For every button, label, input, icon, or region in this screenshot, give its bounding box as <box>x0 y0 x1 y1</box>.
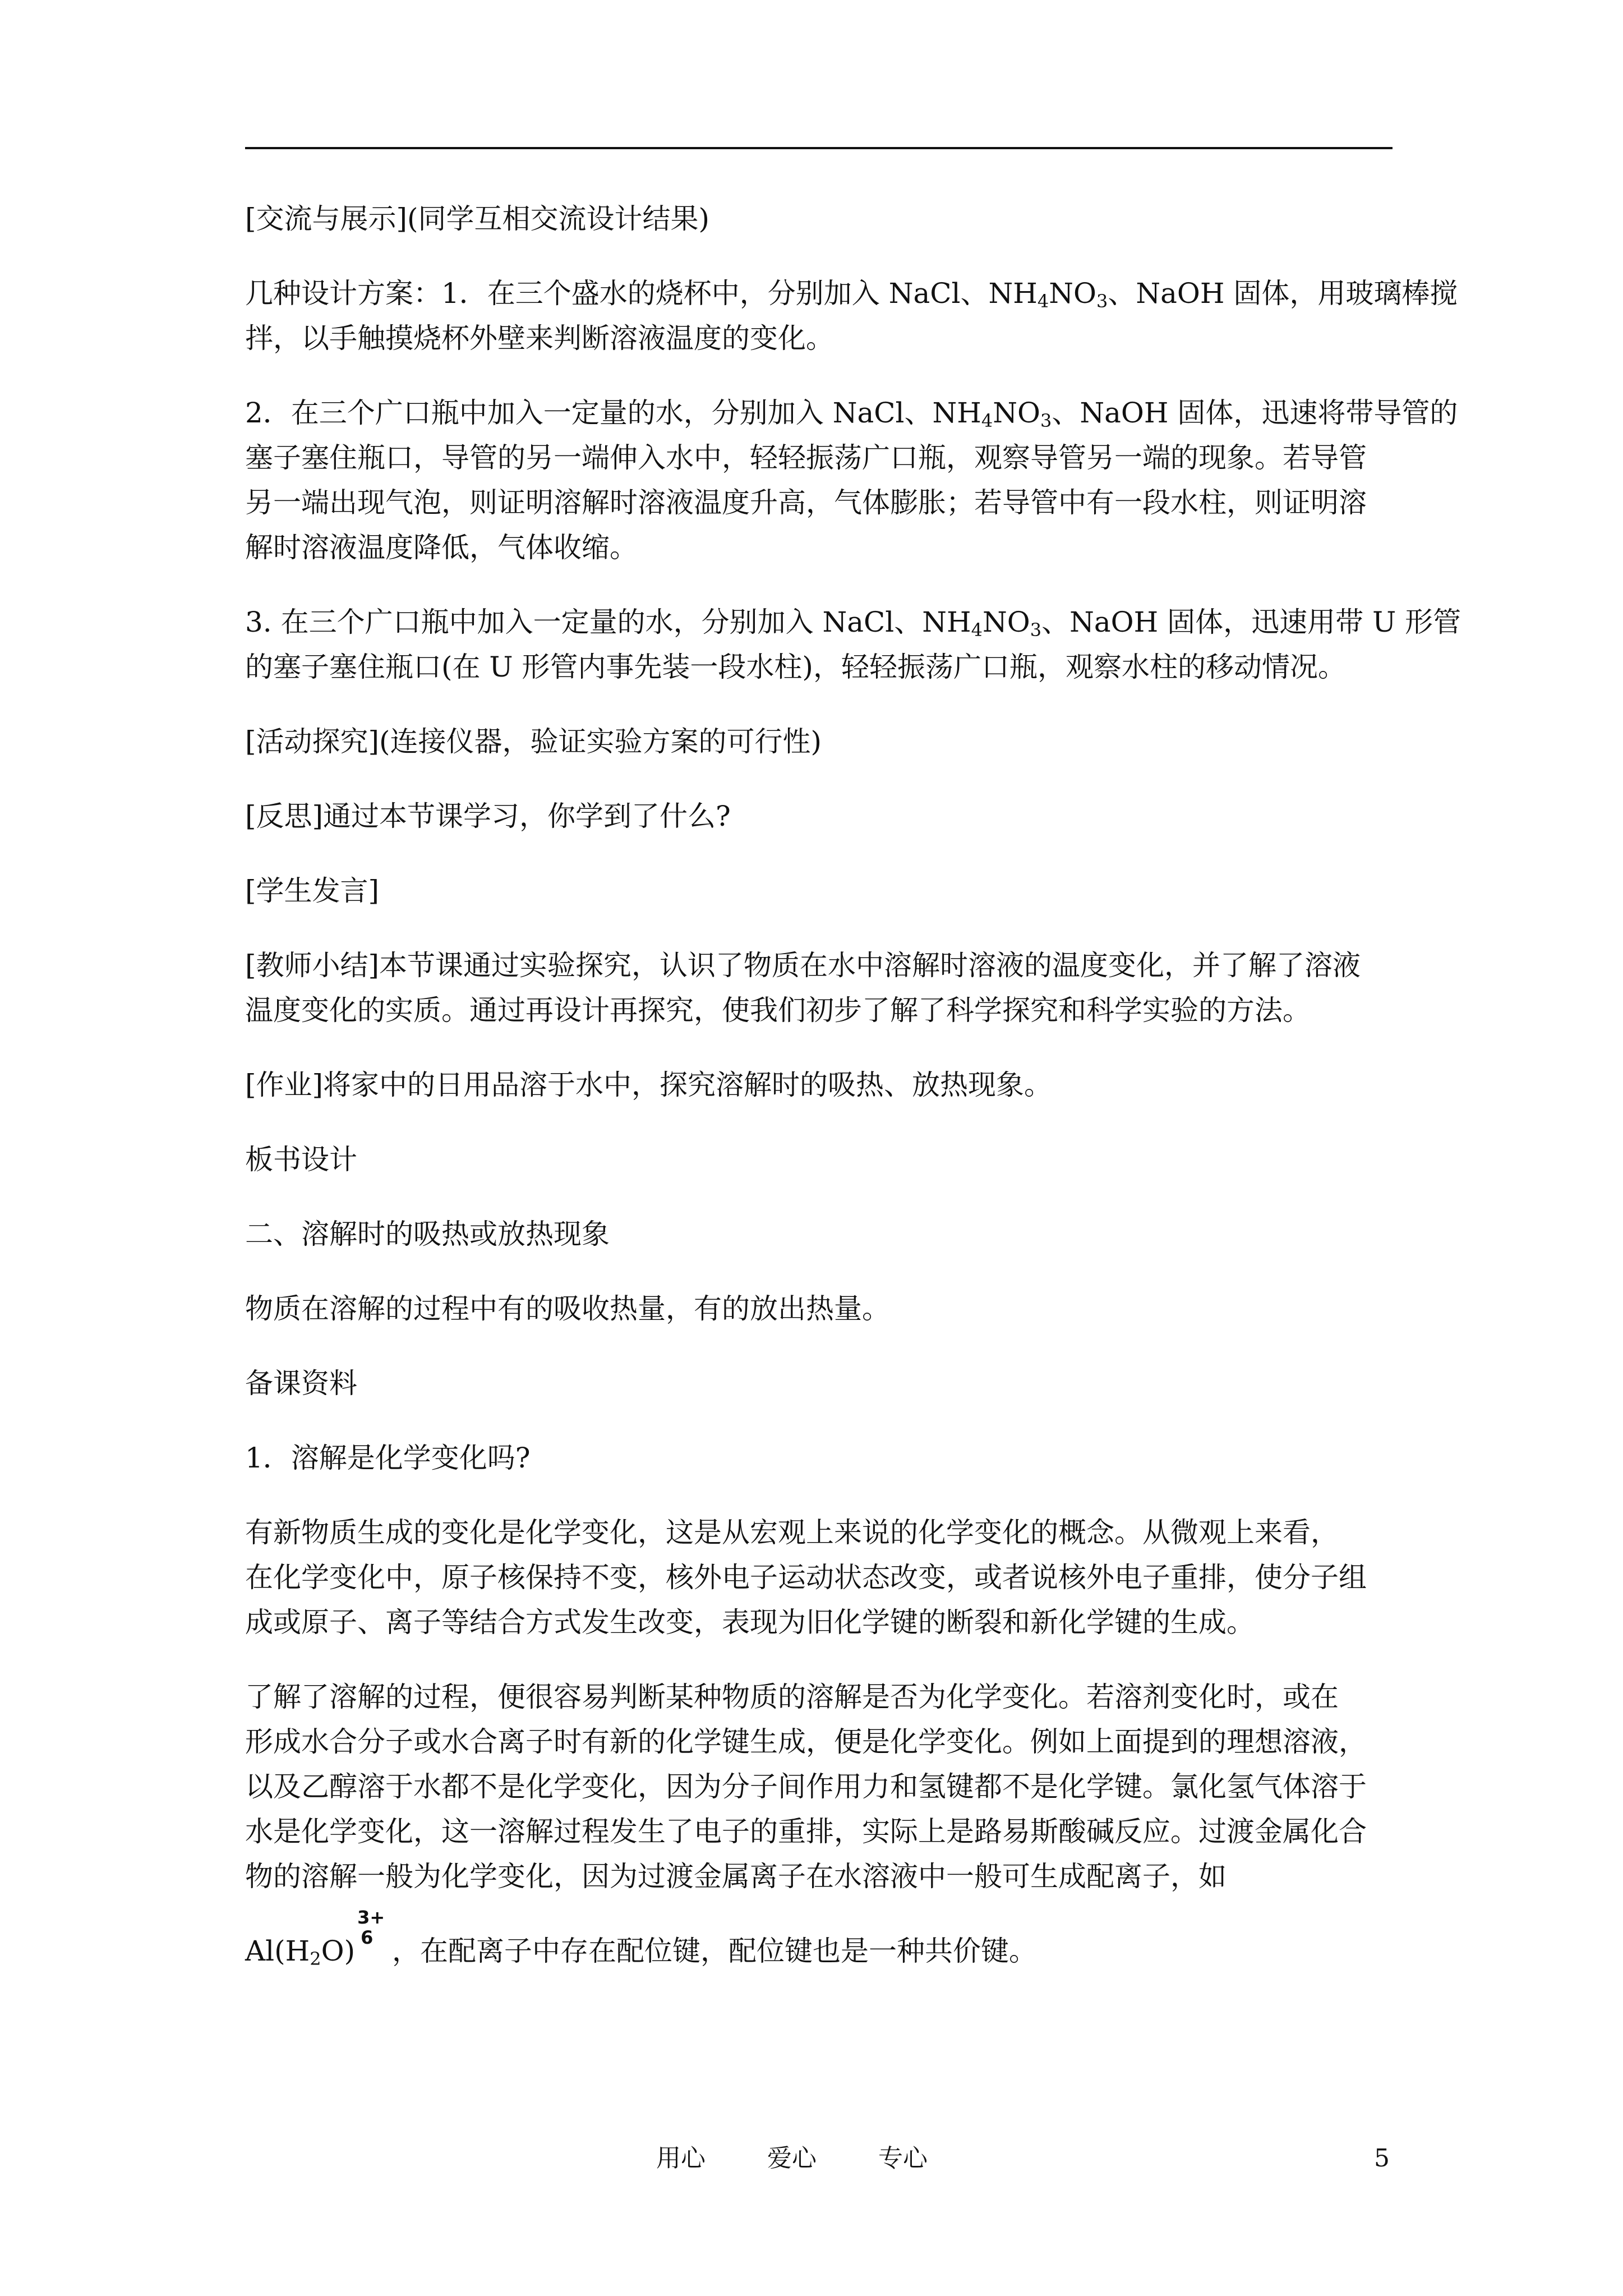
text-line: [交流与展示](同学互相交流设计结果) <box>245 203 710 235</box>
text-line: 在化学变化中，原子核保持不变，核外电子运动状态改变，或者说核外电子重排，使分子组 <box>245 1561 1367 1594</box>
text-line: 另一端出现气泡，则证明溶解时溶液温度升高，气体膨胀；若导管中有一段水柱，则证明溶 <box>245 486 1367 519</box>
heading-section-two <box>245 1212 1393 1257</box>
text-line: 水是化学变化，这一溶解过程发生了电子的重排，实际上是路易斯酸碱反应。过渡金属化合 <box>245 1815 1367 1848</box>
text-line: [反思]通过本节课学习，你学到了什么? <box>245 800 731 832</box>
subscript: 3 <box>1030 619 1042 641</box>
subscript: 2 <box>310 1948 321 1970</box>
text-line: 备课资料 <box>245 1367 357 1400</box>
footer-motto-3: 专心 <box>878 2144 928 2173</box>
text-fragment: NO <box>983 606 1030 638</box>
subscript: 3 <box>1040 410 1052 431</box>
text-fragment: 2．在三个广口瓶中加入一定量的水，分别加入 NaCl、NH <box>245 397 981 429</box>
text-line: 温度变化的实质。通过再设计再探究，使我们初步了解了科学探究和科学实验的方法。 <box>245 994 1311 1027</box>
paragraph-activity-inquiry <box>245 719 1393 764</box>
subscript: 4 <box>1037 291 1049 312</box>
paragraph-teacher-summary <box>245 943 1393 1033</box>
text-line: 了解了溶解的过程，便很容易判断某种物质的溶解是否为化学变化。若溶剂变化时，或在 <box>245 1681 1339 1713</box>
text-line <box>245 271 1458 316</box>
subscript: 4 <box>981 410 993 431</box>
text-fragment: NO <box>993 397 1040 429</box>
paragraph-complex-ion <box>245 1907 1393 1973</box>
paragraph-heat-statement <box>245 1286 1393 1331</box>
charge-superscript: 3+ <box>357 1907 385 1928</box>
heading-question-1 <box>245 1435 1393 1480</box>
text-line: 拌，以手触摸烧杯外壁来判断溶液温度的变化。 <box>245 322 834 355</box>
text-line <box>245 1907 1393 1973</box>
text-line <box>245 600 1461 645</box>
text-line: 塞子塞住瓶口，导管的另一端伸入水中，轻轻振荡广口瓶，观察导管另一端的现象。若导管 <box>245 441 1367 474</box>
heading-board-design <box>245 1137 1393 1182</box>
text-line: [作业]将家中的日用品溶于水中，探究溶解时的吸热、放热现象。 <box>245 1069 1053 1101</box>
text-line: [活动探究](连接仪器，验证实验方案的可行性) <box>245 725 822 758</box>
text-line: 物质在溶解的过程中有的吸收热量，有的放出热量。 <box>245 1292 890 1325</box>
header-rule <box>245 147 1393 149</box>
text-line: 物的溶解一般为化学变化，因为过渡金属离子在水溶液中一般可生成配离子，如 <box>245 1860 1227 1893</box>
paragraph-reflection <box>245 794 1393 839</box>
footer-motto-2: 爱心 <box>767 2144 817 2173</box>
text-line: [学生发言] <box>245 875 380 907</box>
footer-motto <box>656 2143 989 2174</box>
ligand-count-subscript: 6 <box>361 1927 374 1948</box>
paragraph-design-plan-3 <box>245 600 1461 689</box>
footer-motto-1: 用心 <box>656 2144 706 2173</box>
text-line: 成或原子、离子等结合方式发生改变，表现为旧化学键的断裂和新化学键的生成。 <box>245 1606 1255 1639</box>
text-line: 的塞子塞住瓶口(在 U 形管内事先装一段水柱)，轻轻振荡广口瓶，观察水柱的移动情况。 <box>245 651 1346 683</box>
text-line: 有新物质生成的变化是化学变化，这是从宏观上来说的化学变化的概念。从微观上来看， <box>245 1516 1339 1549</box>
text-line: 板书设计 <box>245 1143 357 1176</box>
text-fragment: 、NaOH 固体，迅速将带导管的 <box>1052 397 1458 429</box>
text-fragment: 、NaOH 固体，用玻璃棒搅 <box>1108 277 1458 310</box>
text-fragment: 、NaOH 固体，迅速用带 U 形管 <box>1041 606 1461 638</box>
text-fragment: 几种设计方案：1．在三个盛水的烧杯中，分别加入 NaCl、NH <box>245 277 1038 310</box>
paragraph-dissolution-judgement <box>245 1674 1393 1899</box>
formula-fragment: O) <box>321 1935 356 1967</box>
text-line: 以及乙醇溶于水都不是化学变化，因为分子间作用力和氢键都不是化学键。氯化氢气体溶于 <box>245 1770 1367 1803</box>
subscript: 4 <box>971 619 983 641</box>
paragraph-homework <box>245 1062 1393 1107</box>
subscript: 3 <box>1096 291 1108 312</box>
text-fragment: 3. 在三个广口瓶中加入一定量的水，分别加入 NaCl、NH <box>245 606 971 638</box>
document-body <box>245 196 1461 2003</box>
paragraph-student-speech <box>245 868 1393 913</box>
text-line <box>245 390 1458 435</box>
heading-lesson-materials <box>245 1361 1393 1406</box>
text-line: [教师小结]本节课通过实验探究，认识了物质在水中溶解时溶液的温度变化，并了解了溶液 <box>245 949 1361 982</box>
paragraph-chemical-change-definition <box>245 1510 1393 1645</box>
text-fragment: NO <box>1049 277 1096 310</box>
paragraph-exchange-display <box>245 196 1393 241</box>
paragraph-design-plan-2 <box>245 390 1458 570</box>
ion-charge <box>355 1907 385 1962</box>
text-line: 1．溶解是化学变化吗? <box>245 1442 531 1474</box>
text-line: 二、溶解时的吸热或放热现象 <box>245 1218 610 1250</box>
text-line: 解时溶液温度降低，气体收缩。 <box>245 531 638 564</box>
formula-fragment: Al(H <box>245 1935 310 1967</box>
text-fragment: ，在配离子中存在配位键，配位键也是一种共价键。 <box>383 1935 1037 1967</box>
paragraph-design-plan-1 <box>245 271 1458 361</box>
page-number: 5 <box>1374 2144 1390 2173</box>
text-line: 形成水合分子或水合离子时有新的化学键生成，便是化学变化。例如上面提到的理想溶液， <box>245 1726 1367 1758</box>
